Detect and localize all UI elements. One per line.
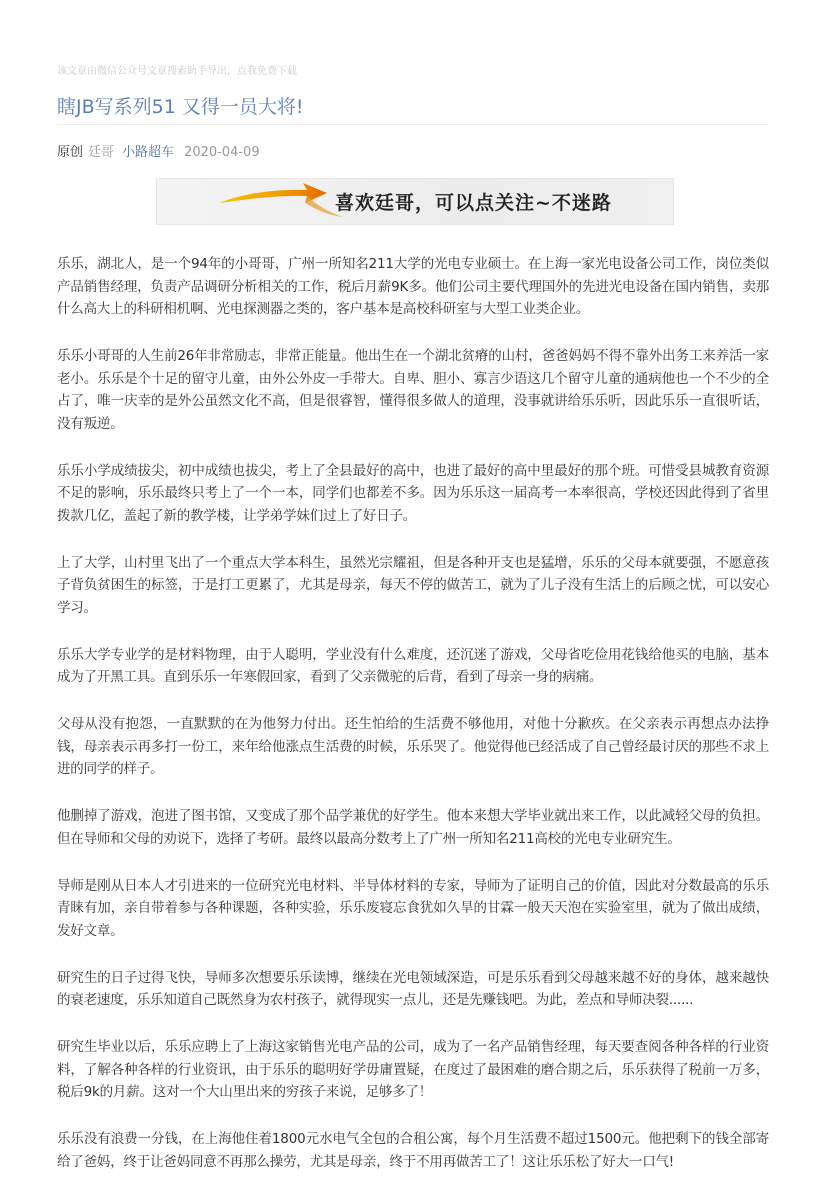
title-divider — [57, 124, 769, 125]
banner-text: 喜欢廷哥，可以点关注~不迷路 — [335, 192, 612, 214]
paragraph: 乐乐小哥哥的人生前26年非常励志，非常正能量。他出生在一个湖北贫瘠的山村，爸爸妈妈不得不靠外出务工来养活一家老小。乐乐是个十足的留守儿童，由外公外皮一手带大。自卑、胆小、寡言少语这几个留守儿童的通病他也一个不少的全占了，唯一庆幸的是外公虽然文化不高，但是很睿智，懂得很多做人的道理，没事就讲给乐乐听，因此乐乐一直很听话，没有叛逆。 — [57, 348, 769, 432]
paragraph: 乐乐小学成绩拔尖，初中成绩也拔尖，考上了全县最好的高中，也进了最好的高中里最好的那个班。可惜受县城教育资源不足的影响，乐乐最终只考上了一个一本，同学们也都差不多。因为乐乐这一届高考一本率很高，学校还因此得到了省里拨款几亿，盖起了新的教学楼，让学弟学妹们过上了好日子。 — [57, 462, 769, 524]
paragraph: 父母从没有抱怨，一直默默的在为他努力付出。还生怕给的生活费不够他用，对他十分歉疚。在父亲表示再想点办法挣钱，母亲表示再多打一份工，来年给他涨点生活费的时候，乐乐哭了。他觉得他已经活成了自己曾经最讨厌的那些不求上进的同学的样子。 — [57, 716, 769, 777]
paragraph: 乐乐大学专业学的是材料物理，由于人聪明，学业没有什么难度，还沉迷了游戏，父母省吃俭用花钱给他买的电脑，基本成为了开黑工具。直到乐乐一年寒假回家，看到了父亲微驼的后背，看到了母亲一身的病痛。 — [57, 646, 769, 685]
author-name: 廷哥 — [88, 145, 115, 160]
article-title: 瞎JB写系列51 又得一员大将! — [57, 96, 304, 118]
paragraph: 上了大学，山村里飞出了一个重点大学本科生，虽然光宗耀祖，但是各种开支也是猛增，乐乐的父母本就要强，不愿意孩子背负贫困生的标签，于是打工更累了，尤其是母亲，每天不停的做苦工，就为了儿子没有生活上的后顾之忧，可以安心学习。 — [57, 554, 769, 616]
original-label: 原创 — [57, 145, 84, 160]
article-body — [57, 253, 769, 1198]
account-link[interactable]: 小路超车 — [122, 145, 175, 160]
paragraph: 研究生的日子过得飞快，导师多次想要乐乐读博，继续在光电领域深造，可是乐乐看到父母越来越不好的身体，越来越快的衰老速度，乐乐知道自己既然身为农村孩子，就得现实一点儿，还是先赚钱吧。为此，差点和导师决裂...... — [57, 969, 769, 1008]
publish-date: 2020-04-09 — [184, 145, 260, 160]
paragraph: 他删掉了游戏，泡进了图书馆，又变成了那个品学兼优的好学生。他本来想大学毕业就出来工作，以此减轻父母的负担。但在导师和父母的劝说下，选择了考研。最终以最高分数考上了广州一所知名211高校的光电专业研究生。 — [57, 808, 769, 847]
paragraph: 研究生毕业以后，乐乐应聘上了上海这家销售光电产品的公司，成为了一名产品销售经理，每天要查阅各种各样的行业资料，了解各种各样的行业资讯，由于乐乐的聪明好学毋庸置疑，在度过了最困难的磨合期之后，乐乐获得了税前一万多，税后9k的月薪。这对一个大山里出来的穷孩子来说，足够多了！ — [57, 1039, 769, 1100]
arrow-swoosh-icon — [215, 181, 345, 221]
paragraph: 乐乐，湖北人，是一个94年的小哥哥，广州一所知名211大学的光电专业硕士。在上海一家光电设备公司工作，岗位类似产品销售经理，负责产品调研分析相关的工作，税后月薪9K多。他们公司主要代理国外的先进光电设备在国内销售，卖那什么高大上的科研相机啊、光电探测器之类的，客户基本是高校科研室与大型工业类企业。 — [57, 256, 769, 317]
follow-banner — [156, 178, 674, 225]
article-meta — [57, 141, 260, 160]
paragraph: 乐乐没有浪费一分钱，在上海他住着1800元水电气全包的合租公寓，每个月生活费不超过1500元。他把剩下的钱全部寄给了爸妈，终于让爸妈同意不再那么操劳，尤其是母亲，终于不用再做苦工了！这让乐乐松了好大一口气! — [57, 1131, 769, 1170]
paragraph: 导师是刚从日本人才引进来的一位研究光电材料、半导体材料的专家，导师为了证明自己的价值，因此对分数最高的乐乐青睐有加，亲自带着参与各种课题，各种实验，乐乐废寝忘食犹如久旱的甘霖一般天天泡在实验室里，就为了做出成绩，发好文章。 — [57, 877, 769, 939]
export-watermark-link[interactable]: 该文章由微信公众号文章搜索助手导出，点我免费下载 — [57, 66, 297, 77]
